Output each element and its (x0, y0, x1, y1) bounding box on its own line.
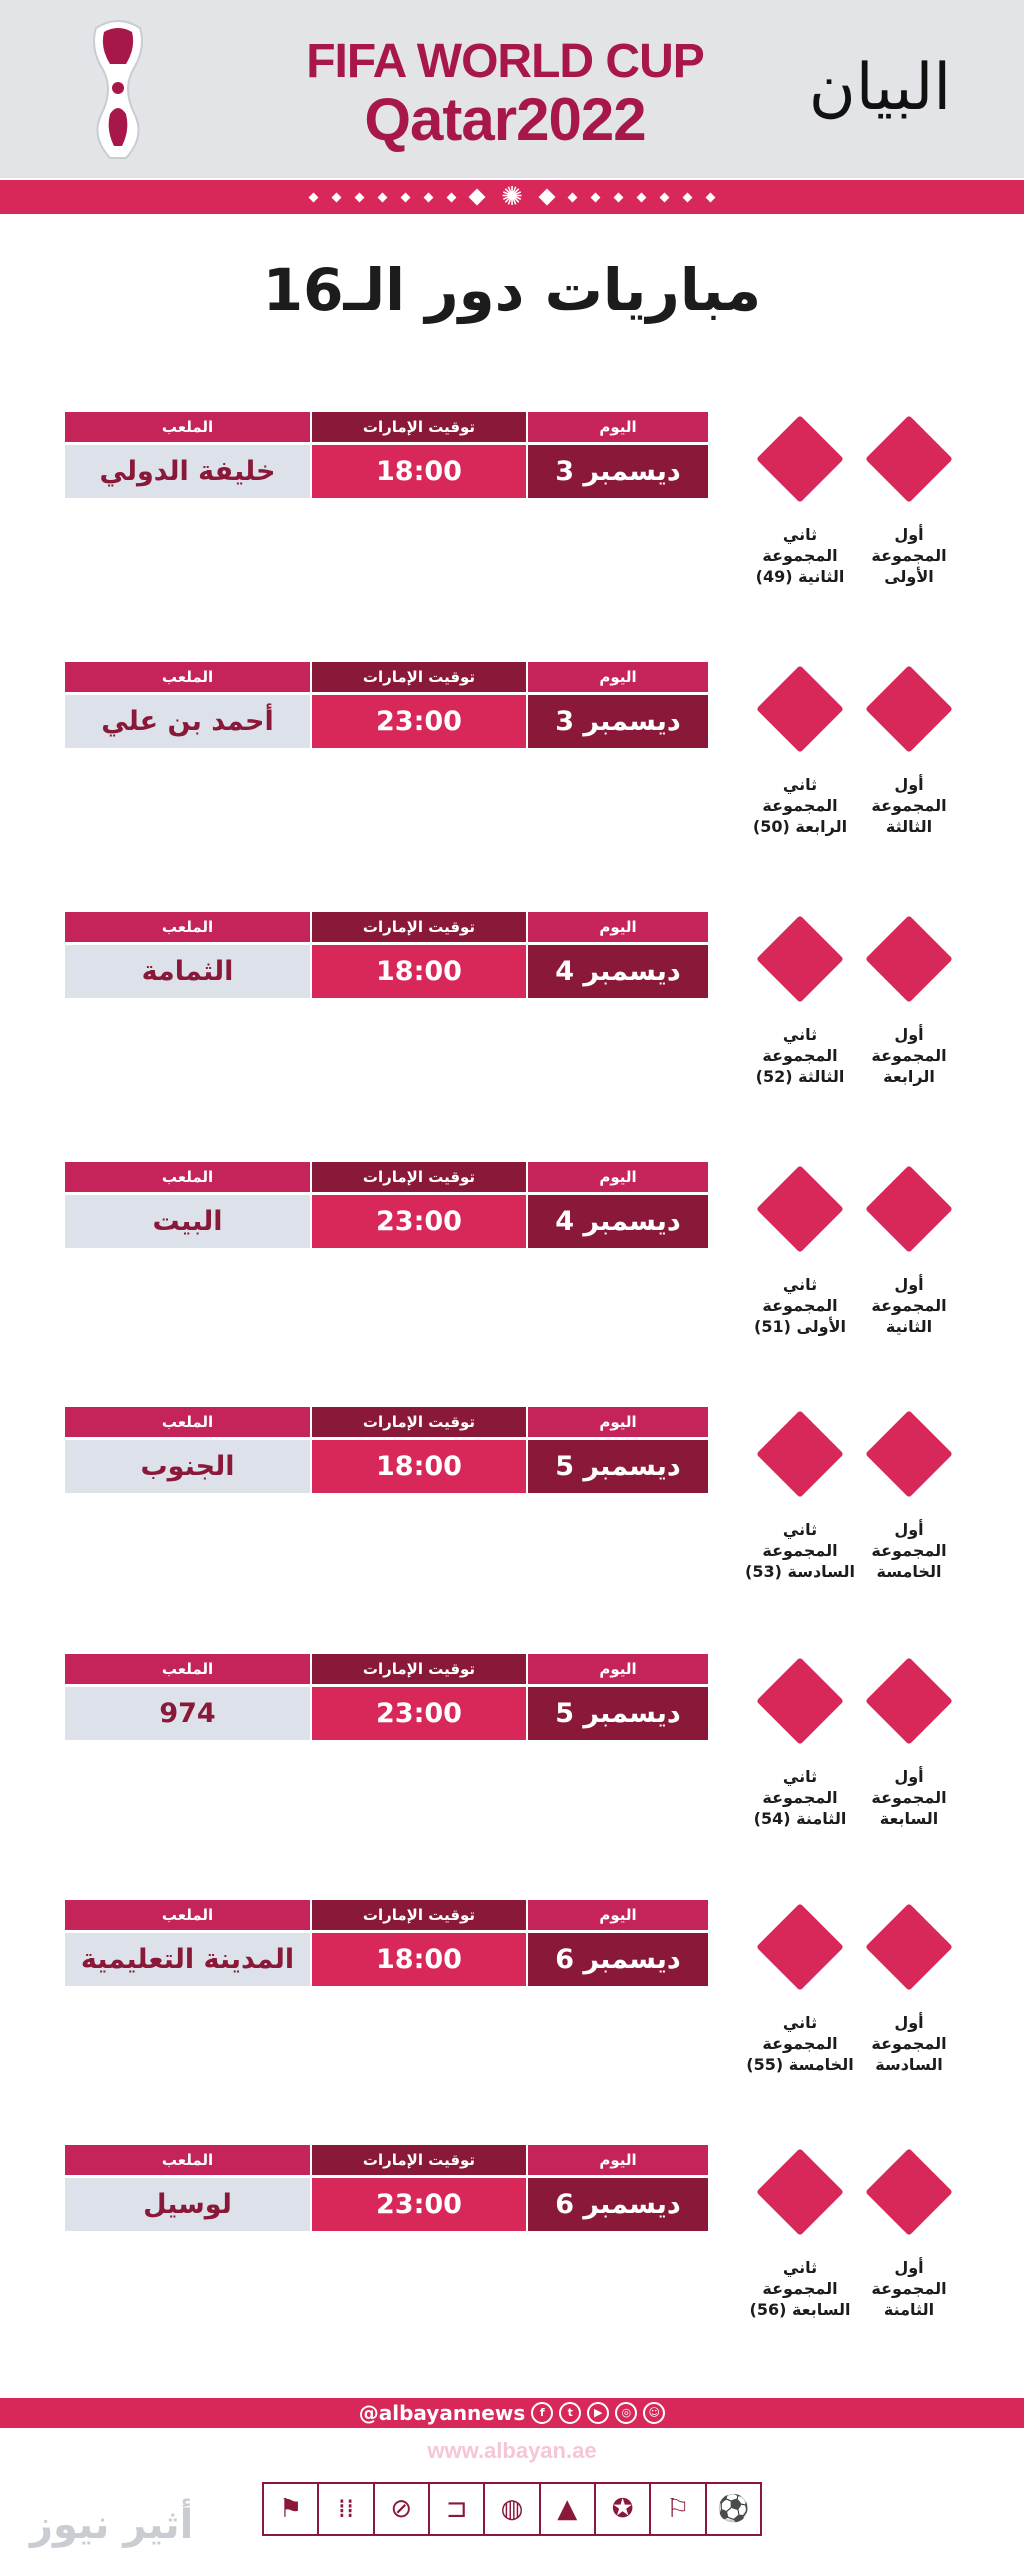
day-header: اليوم (528, 1900, 708, 1930)
team2-flag-placeholder-icon (756, 1165, 844, 1253)
match-table (65, 662, 708, 748)
team1-flag-placeholder-icon (865, 915, 953, 1003)
day-header: اليوم (528, 662, 708, 692)
time-value: 18:00 (312, 445, 526, 498)
venue-header: الملعب (65, 1407, 310, 1437)
time-value: 23:00 (312, 1195, 526, 1248)
match-row (0, 662, 1024, 862)
venue-header: الملعب (65, 2145, 310, 2175)
event-subtitle: Qatar2022 (364, 86, 646, 153)
match-table-values (65, 945, 708, 998)
team1-label: أول المجموعة الخامسة (871, 1520, 947, 1581)
ball-icon: ✪ (596, 2484, 651, 2534)
match-row (0, 2145, 1024, 2345)
day-value: 4 ديسمبر (528, 1195, 708, 1248)
match-table (65, 1162, 708, 1248)
team2-flag-placeholder-icon (756, 1410, 844, 1498)
match-table-header (65, 662, 708, 692)
time-value: 18:00 (312, 1933, 526, 1986)
watermark: أثير نيوز (30, 2502, 194, 2548)
day-value: 3 ديسمبر (528, 695, 708, 748)
youtube-icon[interactable]: ▶ (587, 2402, 609, 2424)
day-value: 4 ديسمبر (528, 945, 708, 998)
time-header: توقيت الإمارات (312, 1162, 526, 1192)
time-header: توقيت الإمارات (312, 1654, 526, 1684)
time-header: توقيت الإمارات (312, 2145, 526, 2175)
time-header: توقيت الإمارات (312, 1900, 526, 1930)
match-table-values (65, 1440, 708, 1493)
page-title: مباريات دور الـ16 (262, 256, 762, 324)
day-header: اليوم (528, 412, 708, 442)
star-ornament-icon: ✺ (501, 182, 523, 212)
match-table (65, 912, 708, 998)
match-row (0, 1900, 1024, 2100)
venue-header: الملعب (65, 662, 310, 692)
match-table-values (65, 445, 708, 498)
pitch-icon: ▲ (541, 2484, 596, 2534)
team1-label: أول المجموعة السابعة (871, 1767, 947, 1828)
sport-icons-strip (262, 2482, 762, 2536)
venue-value: خليفة الدولي (65, 445, 310, 498)
top-decorative-stripe (0, 180, 1024, 214)
team2-flag-placeholder-icon (756, 1657, 844, 1745)
time-header: توقيت الإمارات (312, 912, 526, 942)
goal-icon: ⊐ (430, 2484, 485, 2534)
snapchat-icon[interactable]: ☺ (643, 2402, 665, 2424)
match-table-header (65, 2145, 708, 2175)
match-table-header (65, 1407, 708, 1437)
team1-flag-placeholder-icon (865, 1165, 953, 1253)
day-header: اليوم (528, 912, 708, 942)
world-cup-emblem-icon (82, 18, 154, 168)
team2-label: ثاني المجموعة الرابعة (50) (752, 775, 848, 836)
venue-header: الملعب (65, 412, 310, 442)
header (0, 0, 1024, 178)
day-value: 5 ديسمبر (528, 1687, 708, 1740)
match-table-values (65, 695, 708, 748)
time-header: توقيت الإمارات (312, 412, 526, 442)
team2-label: ثاني المجموعة الخامسة (55) (746, 2013, 854, 2074)
day-header: اليوم (528, 1162, 708, 1192)
time-header: توقيت الإمارات (312, 662, 526, 692)
time-value: 23:00 (312, 1687, 526, 1740)
team1-flag-placeholder-icon (865, 665, 953, 753)
day-value: 3 ديسمبر (528, 445, 708, 498)
event-title: FIFA WORLD CUP (306, 35, 704, 88)
venue-header: الملعب (65, 1900, 310, 1930)
social-bar (0, 2398, 1024, 2428)
venue-value: 974 (65, 1687, 310, 1740)
time-value: 23:00 (312, 695, 526, 748)
match-table-values (65, 2178, 708, 2231)
twitter-icon[interactable]: t (559, 2402, 581, 2424)
team1-label: أول المجموعة الثانية (871, 1275, 947, 1336)
match-table-header (65, 912, 708, 942)
team1-flag-placeholder-icon (865, 1410, 953, 1498)
time-value: 18:00 (312, 945, 526, 998)
time-header: توقيت الإمارات (312, 1407, 526, 1437)
day-header: اليوم (528, 1407, 708, 1437)
match-table (65, 1407, 708, 1493)
social-handle[interactable]: @albayannews (358, 2401, 526, 2425)
team2-label: ثاني المجموعة السابعة (56) (749, 2258, 851, 2319)
team1-label: أول المجموعة الثامنة (871, 2258, 947, 2319)
stripe-dots (0, 180, 1024, 214)
match-row (0, 1654, 1024, 1854)
team2-label: ثاني المجموعة الثالثة (52) (755, 1025, 845, 1086)
match-row (0, 912, 1024, 1112)
team2-label: ثاني المجموعة الأولى (51) (754, 1275, 846, 1336)
team1-label: أول المجموعة الأولى (871, 525, 947, 586)
venue-header: الملعب (65, 1162, 310, 1192)
team2-flag-placeholder-icon (756, 2148, 844, 2236)
newspaper-logo: البيان (808, 51, 952, 125)
venue-header: الملعب (65, 1654, 310, 1684)
team1-flag-placeholder-icon (865, 415, 953, 503)
match-table-values (65, 1933, 708, 1986)
instagram-icon[interactable]: ◎ (615, 2402, 637, 2424)
venue-value: البيت (65, 1195, 310, 1248)
match-table (65, 1654, 708, 1740)
day-header: اليوم (528, 1654, 708, 1684)
kick-icon: ⚽ (717, 2494, 750, 2524)
venue-value: الجنوب (65, 1440, 310, 1493)
match-row (0, 1162, 1024, 1362)
match-table (65, 412, 708, 498)
penalty-dots-icon: ⁞⁞ (319, 2484, 374, 2534)
team1-flag-placeholder-icon (865, 1657, 953, 1745)
match-table-header (65, 1900, 708, 1930)
team2-flag-placeholder-icon (756, 665, 844, 753)
day-value: 6 ديسمبر (528, 1933, 708, 1986)
team2-label: ثاني المجموعة السادسة (53) (745, 1520, 855, 1581)
day-header: اليوم (528, 2145, 708, 2175)
facebook-icon[interactable]: f (531, 2402, 553, 2424)
time-value: 18:00 (312, 1440, 526, 1493)
corner-flag-icon: ⚑ (264, 2484, 319, 2534)
team2-flag-placeholder-icon (756, 415, 844, 503)
day-value: 5 ديسمبر (528, 1440, 708, 1493)
match-table-header (65, 1162, 708, 1192)
match-row (0, 412, 1024, 612)
match-table-header (65, 1654, 708, 1684)
team1-label: أول المجموعة الرابعة (871, 1025, 947, 1086)
venue-value: أحمد بن علي (65, 695, 310, 748)
whistle-icon: ◍ (485, 2484, 540, 2534)
team1-label: أول المجموعة الثالثة (871, 775, 947, 836)
flag-icon: ⚐ (651, 2484, 706, 2534)
team1-flag-placeholder-icon (865, 1903, 953, 1991)
match-table (65, 2145, 708, 2231)
venue-value: الثمامة (65, 945, 310, 998)
match-row (0, 1407, 1024, 1607)
team2-label: ثاني المجموعة الثامنة (54) (753, 1767, 847, 1828)
venue-header: الملعب (65, 912, 310, 942)
time-value: 23:00 (312, 2178, 526, 2231)
venue-value: المدينة التعليمية (65, 1933, 310, 1986)
offside-icon: ⊘ (375, 2484, 430, 2534)
match-table-values (65, 1195, 708, 1248)
match-table (65, 1900, 708, 1986)
team2-label: ثاني المجموعة الثانية (49) (755, 525, 845, 586)
team2-flag-placeholder-icon (756, 915, 844, 1003)
team1-label: أول المجموعة السادسة (871, 2013, 947, 2074)
match-table-values (65, 1687, 708, 1740)
team1-flag-placeholder-icon (865, 2148, 953, 2236)
team2-flag-placeholder-icon (756, 1903, 844, 1991)
venue-value: لوسيل (65, 2178, 310, 2231)
match-table-header (65, 412, 708, 442)
website-url[interactable]: www.albayan.ae (427, 2438, 597, 2463)
day-value: 6 ديسمبر (528, 2178, 708, 2231)
